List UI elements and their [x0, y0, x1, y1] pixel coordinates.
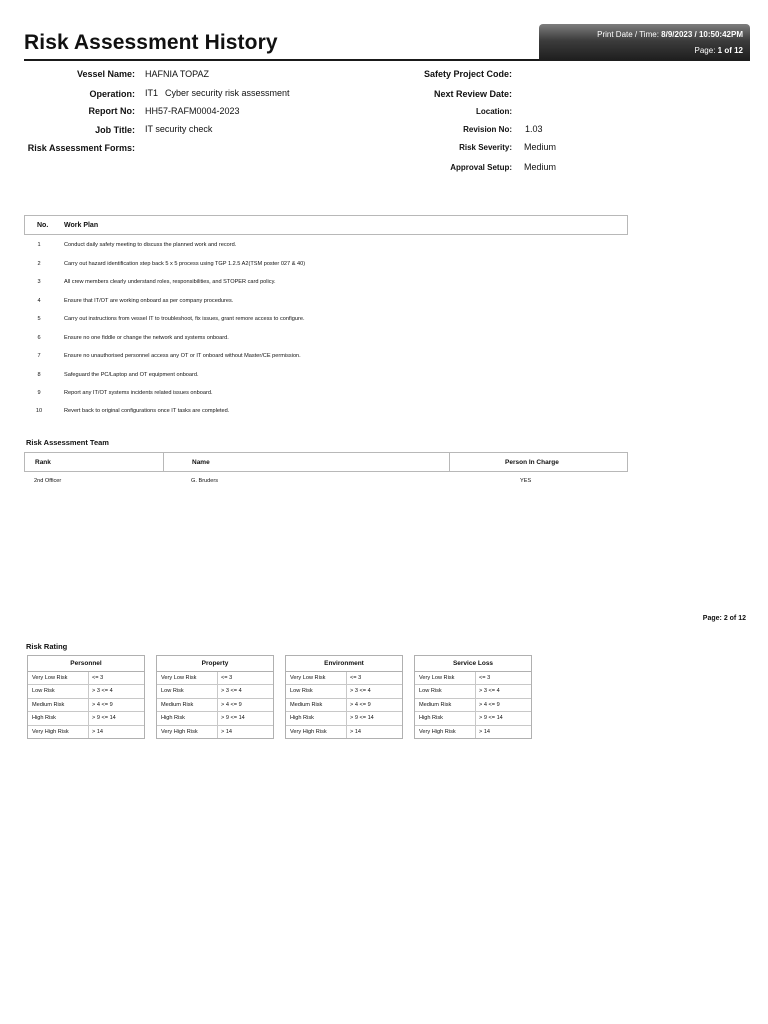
safety-project-code-label: Safety Project Code:: [423, 69, 512, 79]
job-title-label: Job Title:: [95, 125, 135, 135]
risk-rating-table-title: Personnel: [28, 656, 144, 672]
risk-level-range: > 9 <= 14: [92, 715, 116, 722]
risk-level-range: > 9 <= 14: [350, 715, 374, 722]
team-col-rank: Rank: [35, 459, 51, 466]
team-col-pic: Person In Charge: [505, 459, 559, 466]
risk-level-label: Low Risk: [32, 688, 55, 695]
work-plan-row-text: Report any IT/OT systems incidents related issues onboard.: [64, 390, 213, 396]
work-plan-row-text: Ensure no one fiddle or change the network and systems onboard.: [64, 335, 229, 341]
print-info-box: [539, 24, 750, 61]
location-label: Location:: [476, 107, 512, 116]
risk-rating-row: [157, 672, 273, 685]
risk-level-label: Medium Risk: [161, 701, 194, 708]
risk-severity-value: Medium: [524, 142, 557, 152]
risk-rating-table-title: Environment: [286, 656, 402, 672]
risk-level-label: Low Risk: [161, 688, 184, 695]
risk-rating-row: [286, 726, 402, 738]
page2-value: 2 of 12: [723, 615, 746, 622]
risk-rating-table-environment: [285, 655, 403, 739]
risk-level-range: > 14: [350, 728, 362, 735]
risk-level-label: Very High Risk: [290, 728, 327, 735]
risk-rating-row: [28, 726, 144, 738]
work-plan-row-text: All crew members clearly understand roles, responsibilities, and STOPER card policy.: [64, 279, 276, 285]
page-label: Page:: [694, 46, 716, 55]
team-section-title: Risk Assessment Team: [26, 438, 109, 447]
work-plan-row-no: 3: [37, 279, 41, 285]
risk-rating-table-property: [156, 655, 274, 739]
risk-level-label: Very Low Risk: [419, 675, 455, 681]
risk-rating-row: [157, 726, 273, 738]
work-plan-row: [24, 259, 628, 271]
risk-level-label: Low Risk: [290, 688, 313, 695]
risk-level-range: <= 3: [92, 675, 104, 681]
work-plan-row-text: Carry out instructions from vessel IT to troubleshoot, fix issues, grant remore access to configure.: [64, 316, 305, 322]
revision-no-value: 1.03: [525, 124, 543, 134]
risk-level-label: Medium Risk: [290, 701, 323, 708]
risk-rating-row: [415, 699, 531, 712]
risk-level-range: > 14: [92, 728, 104, 735]
risk-rating-row: [28, 712, 144, 725]
work-plan-row-no: 10: [35, 408, 43, 414]
risk-rating-row: [286, 699, 402, 712]
team-table-header: [24, 452, 628, 472]
team-row-rank: 2nd Officer: [34, 478, 62, 484]
risk-level-range: > 3 <= 4: [221, 688, 242, 695]
risk-rating-row: [286, 712, 402, 725]
risk-level-range: > 4 <= 9: [350, 701, 371, 708]
work-plan-row-text: Conduct daily safety meeting to discuss the planned work and record.: [64, 242, 237, 248]
approval-setup-label: Approval Setup:: [450, 163, 512, 172]
risk-level-label: Very Low Risk: [161, 675, 197, 681]
risk-rating-table-service-loss: [414, 655, 532, 739]
risk-level-range: > 4 <= 9: [221, 701, 242, 708]
risk-level-range: <= 3: [479, 675, 491, 681]
risk-rating-row: [157, 699, 273, 712]
operation-code: IT1: [145, 88, 159, 98]
risk-level-label: Very High Risk: [419, 728, 456, 735]
risk-severity-label: Risk Severity:: [459, 143, 512, 152]
risk-level-range: > 3 <= 4: [350, 688, 371, 695]
page2-label: Page:: [702, 615, 722, 622]
risk-level-range: > 14: [221, 728, 233, 735]
risk-level-label: Very High Risk: [32, 728, 69, 735]
work-plan-row-no: 8: [37, 372, 41, 378]
risk-level-label: High Risk: [32, 715, 56, 722]
work-plan-col-plan: Work Plan: [64, 222, 99, 229]
work-plan-row-no: 2: [37, 261, 41, 267]
risk-assessment-forms-label: Risk Assessment Forms:: [27, 143, 135, 153]
risk-level-label: Low Risk: [419, 688, 442, 695]
work-plan-row-no: 9: [37, 390, 41, 396]
work-plan-row: [24, 388, 628, 400]
operation-label: Operation:: [89, 89, 135, 99]
work-plan-row-text: Carry out hazard identification step back 5 x 5 process using TGP 1.2.5 A2(TSM poster 027 & 40): [64, 261, 306, 267]
risk-level-range: > 4 <= 9: [92, 701, 113, 708]
work-plan-row: [24, 333, 628, 345]
risk-rating-row: [415, 712, 531, 725]
work-plan-row-text: Revert back to original configurations once IT tasks are completed.: [64, 408, 230, 414]
work-plan-row: [24, 370, 628, 382]
work-plan-row: [24, 314, 628, 326]
risk-rating-row: [157, 712, 273, 725]
work-plan-col-no: No.: [37, 222, 49, 229]
risk-level-range: > 9 <= 14: [221, 715, 245, 722]
vessel-name-value: HAFNIA TOPAZ: [145, 69, 210, 79]
team-col-name: Name: [192, 459, 210, 466]
work-plan-row-text: Ensure no unauthorised personnel access any OT or IT onboard without Master/CE permission.: [64, 353, 301, 359]
risk-rating-row: [28, 672, 144, 685]
print-date-value: 8/9/2023 / 10:50:42PM: [661, 30, 743, 39]
work-plan-row-no: 1: [37, 242, 41, 248]
report-no-label: Report No:: [88, 106, 135, 116]
risk-level-range: > 14: [479, 728, 491, 735]
work-plan-row-no: 6: [37, 335, 41, 341]
risk-rating-row: [28, 699, 144, 712]
work-plan-header: [24, 215, 628, 235]
risk-level-range: > 9 <= 14: [479, 715, 503, 722]
risk-level-label: High Risk: [161, 715, 185, 722]
work-plan-row: [24, 296, 628, 308]
page-title: Risk Assessment History: [24, 31, 278, 54]
risk-rating-table-title: Property: [157, 656, 273, 672]
work-plan-row: [24, 277, 628, 289]
risk-rating-row: [286, 672, 402, 685]
risk-level-label: Medium Risk: [419, 701, 452, 708]
page-two-marker: [703, 615, 746, 622]
risk-level-label: Very Low Risk: [32, 675, 68, 681]
page-value: 1 of 12: [717, 46, 743, 55]
work-plan-row: [24, 240, 628, 252]
vessel-name-label: Vessel Name:: [76, 69, 135, 79]
team-row-pic: YES: [520, 478, 532, 484]
risk-level-label: Very Low Risk: [290, 675, 326, 681]
team-col-divider: [163, 453, 164, 471]
print-date-line: [597, 30, 743, 39]
work-plan-row: [24, 351, 628, 363]
risk-level-label: High Risk: [290, 715, 314, 722]
risk-level-range: > 4 <= 9: [479, 701, 500, 708]
print-date-label: Print Date / Time:: [597, 30, 659, 39]
work-plan-row-text: Ensure that IT/OT are working onboard as per company procedures.: [64, 298, 234, 304]
work-plan-row-no: 5: [37, 316, 41, 322]
job-title-value: IT security check: [145, 124, 213, 134]
risk-level-range: > 3 <= 4: [92, 688, 113, 695]
revision-no-label: Revision No:: [463, 125, 512, 134]
approval-setup-value: Medium: [524, 162, 557, 172]
team-col-divider: [449, 453, 450, 471]
work-plan-row-text: Safeguard the PC/Laptop and OT equipment onboard.: [64, 372, 199, 378]
risk-rating-row: [28, 685, 144, 698]
team-row-name: G. Bruders: [191, 478, 219, 484]
risk-rating-row: [415, 685, 531, 698]
risk-level-range: > 3 <= 4: [479, 688, 500, 695]
risk-level-label: Medium Risk: [32, 701, 65, 708]
work-plan-row-no: 7: [37, 353, 41, 359]
work-plan-row: [24, 406, 628, 418]
risk-level-label: Very High Risk: [161, 728, 198, 735]
risk-rating-row: [415, 672, 531, 685]
next-review-date-label: Next Review Date:: [433, 89, 512, 99]
risk-level-range: <= 3: [221, 675, 233, 681]
risk-rating-table-personnel: [27, 655, 145, 739]
risk-rating-row: [415, 726, 531, 738]
page-number-line: [695, 46, 743, 55]
risk-rating-row: [286, 685, 402, 698]
operation-desc: Cyber security risk assessment: [165, 88, 290, 98]
risk-rating-title: Risk Rating: [26, 642, 68, 651]
risk-level-range: <= 3: [350, 675, 362, 681]
report-no-value: HH57-RAFM0004-2023: [145, 106, 240, 116]
risk-rating-row: [157, 685, 273, 698]
risk-rating-table-title: Service Loss: [415, 656, 531, 672]
risk-level-label: High Risk: [419, 715, 443, 722]
work-plan-row-no: 4: [37, 298, 41, 304]
